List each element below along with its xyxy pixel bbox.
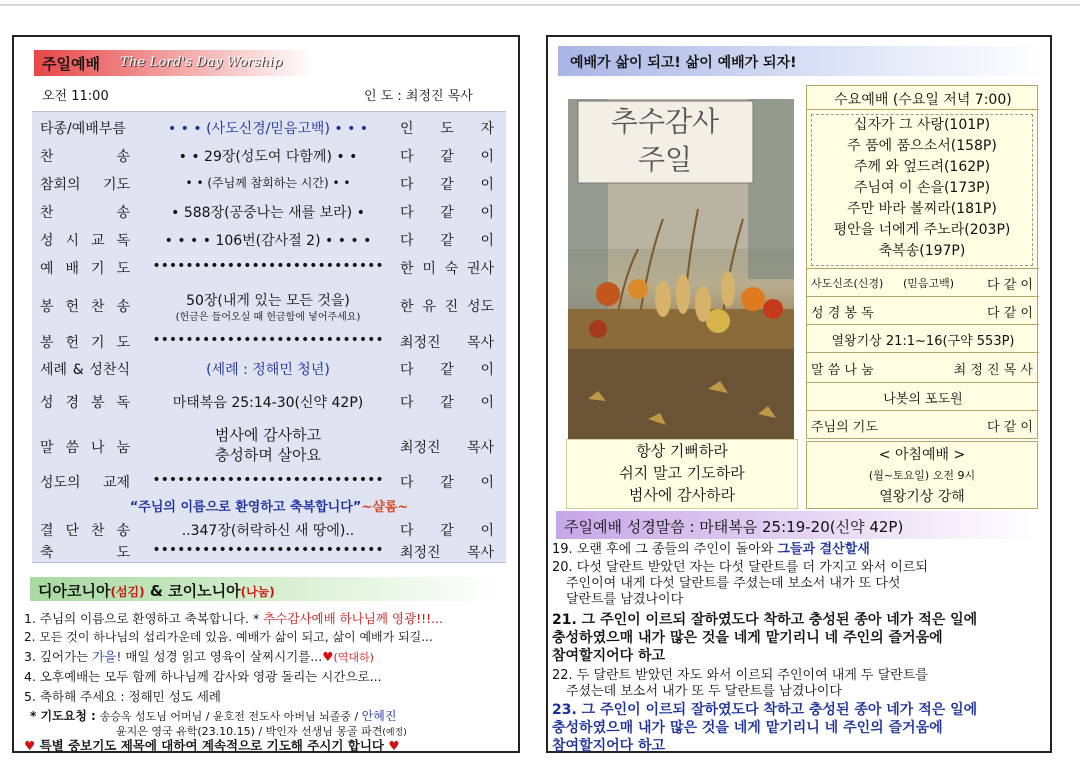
- order-item-content: ••••••••••••••••••••••••••••: [152, 258, 384, 274]
- sunday-worship-panel: [12, 35, 520, 753]
- notice-text: 오후예배는 모두 함께 하나님께 감사와 영광 돌리는 시간으로...: [39, 669, 382, 684]
- shalom-text: ~샬롬~: [361, 500, 409, 515]
- scripture-header-text: 주일예배 성경말씀 : 마태복음 25:19-20(신약 42P): [564, 518, 904, 536]
- wednesday-service: [806, 85, 1038, 439]
- order-row: [32, 174, 506, 196]
- order-row: [32, 258, 506, 280]
- notice-item: [24, 628, 518, 645]
- wed-row: [807, 324, 1039, 352]
- hymn-item: 주께 와 엎드려(162P): [853, 159, 991, 175]
- order-row: [32, 118, 506, 140]
- wed-row-label: 주님의 기도: [811, 420, 878, 435]
- order-item-content: • • • (사도신경/믿음고백) • • •: [167, 121, 369, 137]
- verse-text: 19. 오랜 후에 그 종들의 주인이 돌아와: [552, 542, 778, 557]
- order-item-label: 성 경 봉 독: [40, 395, 130, 411]
- notice-text: 주님의 이름으로 환영하고 축복합니다. *: [39, 611, 264, 626]
- heart-icon: ♥: [322, 649, 334, 664]
- order-item-label: 찬 송: [40, 205, 130, 221]
- scripture-verse: [552, 542, 1042, 557]
- scripture-verse: [552, 738, 1042, 755]
- order-row: [32, 202, 506, 224]
- wed-row: [807, 352, 1039, 382]
- wed-row: [807, 410, 1039, 438]
- order-item-person: 최정진 목사: [400, 335, 494, 351]
- morning-title: < 아침예배 >: [878, 447, 966, 463]
- order-item-person: 최정진 목사: [400, 440, 494, 456]
- order-item-person: 최정진 목사: [400, 545, 494, 561]
- order-item-label: 축 도: [40, 545, 130, 561]
- notice-emphasis: 추수감사예배 하나님께 영광!!!...: [263, 611, 444, 626]
- order-item-label: 성도의 교제: [40, 475, 130, 491]
- order-item-person: 다 같 이: [400, 362, 494, 378]
- hymn-item: 주만 바라 볼찌라(181P): [847, 201, 997, 217]
- hymn-item: 평안을 너에게 주노라(203P): [833, 222, 1011, 238]
- motto-header: [558, 46, 1044, 76]
- notice-num: 2.: [24, 630, 36, 644]
- weekly-panel: [546, 35, 1052, 753]
- worship-header-en: The Lord's Day Worship: [120, 55, 283, 70]
- verse-text: 충성하였으매 내가 많은 것을 네게 맡기리니 네 주인의 즐거움에: [552, 630, 943, 646]
- prayer-text-note: (예정): [382, 728, 407, 738]
- order-item-person: 인 도 자: [400, 121, 494, 137]
- verse-text: 21. 그 주인이 이르되 잘하였도다 착하고 충성된 종아 네가 적은 일에: [552, 612, 978, 628]
- verse-line: 항상 기뻐하라: [636, 442, 728, 460]
- order-item-label: 말 씀 나 눔: [40, 440, 130, 456]
- diakonia-sub: (섬김): [110, 585, 145, 599]
- order-item-content: ..347장(허락하신 새 땅에)..: [181, 523, 355, 539]
- verse-text: 충성하였으매 내가 많은 것을 네게 맡기리니 네 주인의 즐거움에: [552, 720, 943, 736]
- heart-icon: ♥: [24, 738, 36, 753]
- diakonia-label: 디아코니아: [38, 582, 111, 600]
- order-item-content: • • (주님께 참회하는 시간) • •: [185, 176, 351, 190]
- verse-text: 참여할지어다 하고: [552, 648, 666, 664]
- scripture-header: [556, 511, 1036, 539]
- morning-service: [806, 441, 1038, 509]
- wed-row-mid: (믿음고백): [903, 277, 955, 290]
- order-row: [32, 392, 506, 414]
- notice-text-2: 매일 성경 읽고 영육이 살찌시기를...: [121, 649, 323, 664]
- order-item-person: 다 같 이: [400, 233, 494, 249]
- order-item-person: 다 같 이: [400, 475, 494, 491]
- notice-num: 3.: [24, 649, 36, 664]
- welcome-quote-text: “주님의 이름으로 환영하고 축복합니다”: [129, 500, 362, 515]
- wednesday-title: 수요예배 (수요일 저녁 7:00): [807, 86, 1039, 110]
- service-time: 오전 11:00: [42, 89, 109, 104]
- hymn-list: [811, 114, 1033, 266]
- scripture-verse: [566, 684, 1056, 699]
- notice-item: [24, 667, 518, 685]
- wed-row-person: 다 같 이: [987, 420, 1033, 435]
- order-row: [32, 359, 506, 381]
- worship-header-ko: 주일예배: [42, 55, 100, 73]
- wed-row-preacher: 최 정 진 목 사: [953, 363, 1033, 378]
- hymn-item: 주님여 이 손을(173P): [853, 180, 991, 196]
- order-item-label: 세례 & 성찬식: [40, 362, 130, 378]
- welcome-quote: [32, 496, 506, 515]
- order-item-label: 예 배 기 도: [40, 261, 130, 277]
- scripture-verse: [552, 612, 1042, 629]
- verse-box: [566, 439, 798, 509]
- order-row: [32, 230, 506, 252]
- scripture-verse: [552, 560, 1042, 575]
- order-of-worship: [32, 111, 506, 563]
- wed-row-person: 다 같 이: [987, 278, 1033, 293]
- morning-text: 열왕기상 강해: [879, 489, 965, 505]
- scripture-verse: [552, 668, 1042, 683]
- verse-text: 20. 다섯 달란트 받았던 자는 다섯 달란트를 더 가지고 와서 이르되: [552, 560, 928, 575]
- order-item-content: 마태복음 25:14-30(신약 42P): [172, 395, 364, 411]
- order-item-content: 범사에 감사하고: [214, 426, 322, 444]
- prayer-text: 송승옥 성도님 어머님 / 윤호전 전도사 아버님 뇌졸중 /: [99, 710, 362, 723]
- scripture-verse: [552, 720, 1042, 737]
- order-row: [32, 542, 506, 564]
- order-item-person: 다 같 이: [400, 177, 494, 193]
- service-leader: 인 도 : 최정진 목사: [364, 89, 473, 104]
- verse-text: 참여할지어다 하고: [552, 738, 666, 754]
- order-item-person: 한 유 진 성도: [400, 299, 494, 315]
- photo-sign-line-1: 추수감사: [610, 105, 720, 138]
- order-row: [32, 520, 506, 542]
- notice-item: [24, 609, 518, 627]
- order-item-content: ••••••••••••••••••••••••••••: [152, 542, 384, 558]
- order-row: [32, 472, 506, 494]
- special-prayer-text: 특별 중보기도 제목에 대하여 계속적으로 기도해 주시기 합니다: [39, 738, 384, 753]
- order-item-label: 찬 송: [40, 149, 130, 165]
- verse-text: 주셨는데 보소서 내가 또 두 달란트를 남겼나이다: [566, 684, 842, 699]
- order-item-person: 한 미 숙 권사: [400, 261, 494, 277]
- order-row: [32, 424, 506, 466]
- order-item-content: ••••••••••••••••••••••••••••: [152, 472, 384, 488]
- scripture-verse: [552, 630, 1042, 647]
- order-item-label: 봉 헌 기 도: [40, 335, 130, 351]
- order-row: [32, 146, 506, 168]
- order-item-note: (헌금은 들어오실 때 헌금함에 넣어주세요): [175, 312, 361, 323]
- notice-emphasis-2: (역대하): [333, 651, 374, 664]
- verse-text: 달란트를 남겼나이다: [566, 592, 684, 607]
- notice-text: 깊어가는: [39, 649, 93, 664]
- verse-line: 범사에 감사하라: [628, 486, 736, 504]
- order-item-content-2: 충성하며 살아요: [214, 446, 322, 464]
- order-item-label: 봉 헌 찬 송: [40, 299, 130, 315]
- notice-emphasis: 가을!: [92, 649, 122, 664]
- order-item-content: ••••••••••••••••••••••••••••: [152, 332, 384, 348]
- notice-num: 4.: [24, 669, 36, 684]
- verse-text: 주인이여 내게 다섯 달란트를 주셨는데 보소서 내가 또 다섯: [566, 576, 901, 591]
- order-item-label: 결 단 찬 송: [40, 523, 130, 539]
- worship-header: [34, 50, 314, 76]
- order-item-label: 참회의 기도: [40, 177, 130, 193]
- order-item-person: 다 같 이: [400, 395, 494, 411]
- order-item-content: • 588장(공중나는 새를 보라) •: [171, 205, 365, 221]
- prayer-label: * 기도요청 :: [30, 709, 96, 723]
- special-prayer: [24, 736, 518, 754]
- diakonia-header: [30, 577, 500, 601]
- photo-sign-line-2: 주일: [637, 143, 693, 176]
- order-item-person: 다 같 이: [400, 149, 494, 165]
- scripture-verse: [552, 702, 1042, 719]
- notice-item: [24, 647, 518, 665]
- hymn-item: 주 품에 품으소서(158P): [847, 138, 997, 154]
- order-row: [32, 290, 506, 324]
- verse-text: 22. 두 달란트 받았던 자도 와서 이르되 주인이여 내게 두 달란트를: [552, 668, 928, 683]
- verse-emphasis: 그들과 결산할새: [777, 542, 870, 557]
- wed-row-label: 말 씀 나 눔: [811, 363, 874, 378]
- hymn-item: 축복송(197P): [878, 243, 966, 259]
- order-item-content: 50장(내게 있는 모든 것을): [186, 293, 350, 309]
- scripture-verse: [566, 592, 1056, 607]
- notice-text: 모든 것이 하나님의 섭리가운데 있음. 예배가 삶이 되고, 삶이 예배가 되길...: [39, 630, 433, 644]
- notice-item: [24, 687, 518, 705]
- scripture-verse: [566, 576, 1056, 591]
- verse-line: 쉬지 말고 기도하라: [619, 464, 745, 482]
- heart-icon: ♥: [388, 738, 400, 753]
- wed-row: [807, 268, 1039, 296]
- wed-row: [807, 296, 1039, 324]
- morning-time: (월~토요일) 오전 9시: [868, 469, 976, 482]
- order-row: [32, 332, 506, 354]
- motto-text: 예배가 삶이 되고! 삶이 예배가 되자!: [570, 55, 797, 71]
- order-item-label: 타종/예배부름: [40, 121, 126, 137]
- order-item-content: (세례 : 정해민 청년): [206, 362, 330, 378]
- order-item-person: 다 같 이: [400, 205, 494, 221]
- amp: &: [144, 582, 169, 600]
- notice-num: 1.: [24, 611, 36, 626]
- prayer-request: [30, 707, 524, 724]
- prayer-text-2: 윤지은 영국 유학(23.10.15) / 박인자 선생님 몽골 파견: [116, 725, 383, 738]
- photo-sign: [590, 103, 740, 179]
- koinonia-sub: (나눔): [240, 585, 275, 599]
- order-item-label: 성 시 교 독: [40, 233, 130, 249]
- thanksgiving-photo: [568, 99, 794, 439]
- top-divider: [0, 4, 1080, 6]
- order-item-content: • • • • 106번(감사절 2) • • • •: [164, 233, 372, 249]
- scripture-verse: [552, 648, 1042, 665]
- order-item-content: • • 29장(성도여 다함께) • •: [178, 149, 358, 165]
- diakonia-title: [38, 580, 275, 601]
- hymn-item: 십자가 그 사랑(101P): [853, 117, 991, 133]
- notice-num: 5.: [24, 689, 36, 704]
- order-item-person: 다 같 이: [400, 523, 494, 539]
- wed-row-person: 다 같 이: [987, 306, 1033, 321]
- koinonia-label: 코이노니아: [168, 582, 241, 600]
- notice-text: 축하해 주세요 : 정해민 성도 세례: [39, 689, 221, 704]
- wed-row: [807, 382, 1039, 410]
- verse-text: 23. 그 주인이 이르되 잘하였도다 착하고 충성된 종아 네가 적은 일에: [552, 702, 978, 718]
- wed-row-label: 사도신조(신경): [811, 277, 884, 290]
- prayer-text-blue: 안혜진: [361, 709, 397, 723]
- wed-sermon-title: 나봇의 포도원: [883, 392, 963, 407]
- wed-row-label: 성 경 봉 독: [811, 306, 874, 321]
- wed-scripture: 열왕기상 21:1~16(구약 553P): [831, 334, 1015, 349]
